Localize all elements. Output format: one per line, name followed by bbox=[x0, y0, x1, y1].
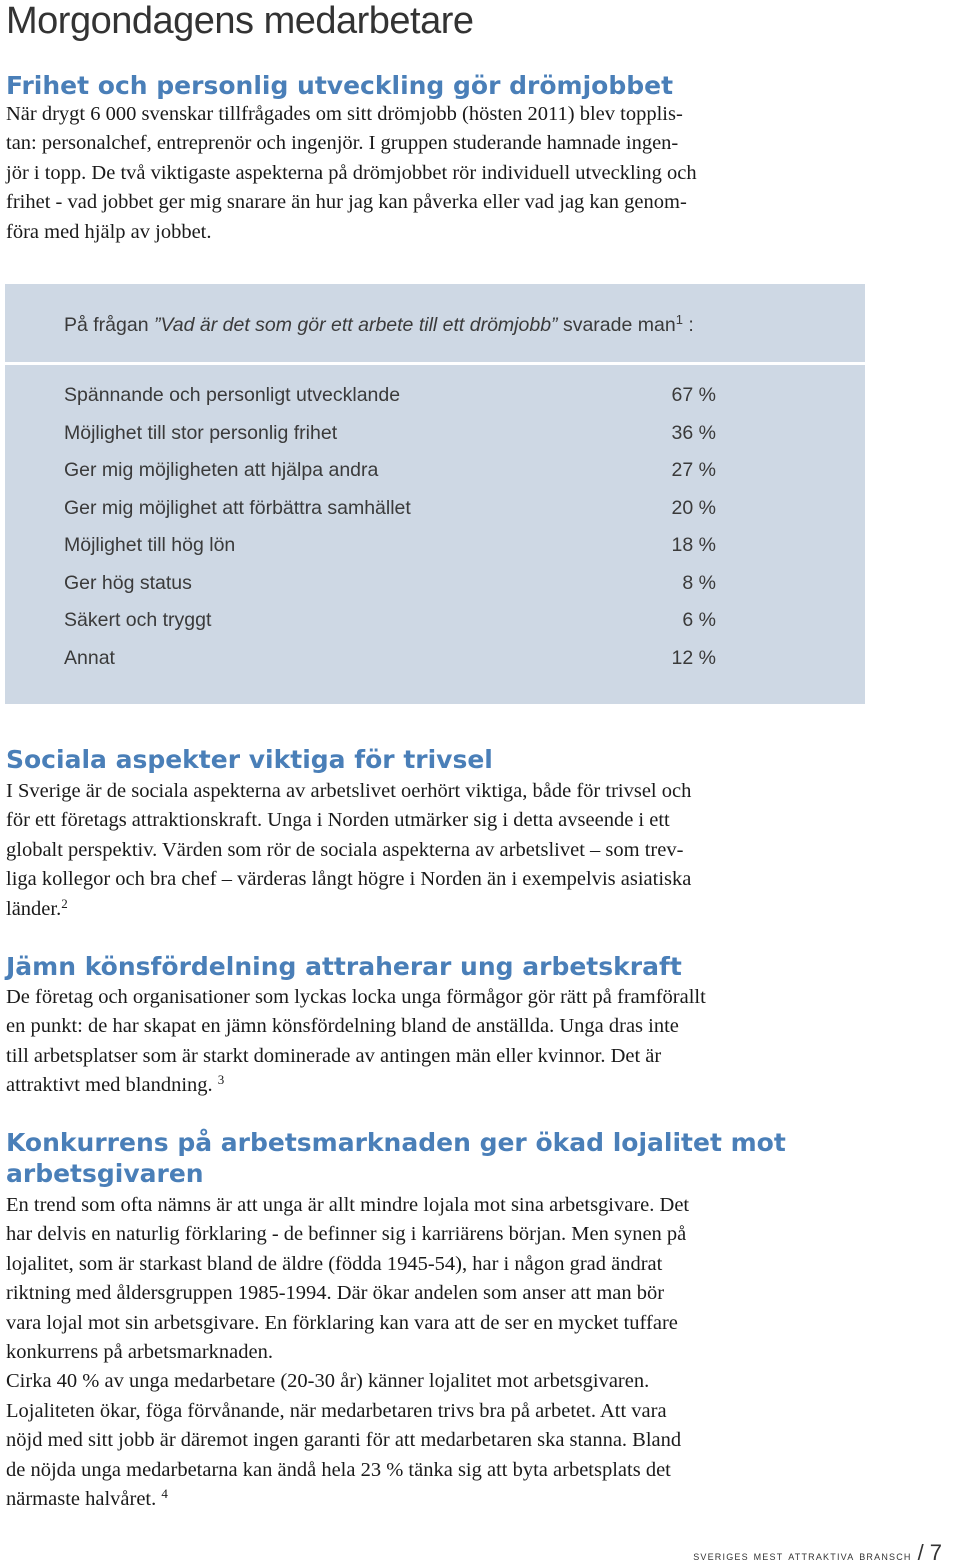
text-line: nöjd med sitt jobb är däremot ingen garanti för att medarbetaren ska stanna. Bland bbox=[6, 1429, 682, 1452]
result-label: Ger mig möjlighet att förbättra samhället bbox=[64, 496, 411, 519]
result-value: 12 % bbox=[671, 646, 716, 669]
page-footer bbox=[693, 1540, 942, 1566]
result-row bbox=[64, 565, 724, 603]
result-value: 27 % bbox=[671, 459, 716, 481]
text-line: konkurrens på arbetsmarknaden. bbox=[6, 1341, 273, 1364]
text-line: liga kollegor och bra chef – värderas långt högre i Norden än i exempelvis asiatiska bbox=[6, 868, 692, 891]
result-label: Möjlighet till stor personlig frihet bbox=[64, 421, 338, 444]
text-line: När drygt 6 000 svenskar tillfrågades om sitt drömjobb (hösten 2011) blev topplis- bbox=[6, 103, 683, 125]
text-line: I Sverige är de sociala aspekterna av arbetslivet oerhört viktiga, både för trivsel och bbox=[6, 780, 692, 802]
result-value: 36 % bbox=[671, 421, 716, 444]
result-row bbox=[64, 490, 724, 528]
text-line: för ett företags attraktionskraft. Unga i Norden utmärker sig i detta avseende i ett bbox=[6, 809, 670, 832]
footnote-marker: 1 bbox=[675, 312, 683, 327]
result-row bbox=[64, 452, 724, 490]
text-line bbox=[6, 1071, 836, 1100]
text-line: riktning med åldersgruppen 1985-1994. Där ökar andelen som anser att man bör bbox=[6, 1282, 665, 1305]
footnote-marker: 4 bbox=[161, 1486, 168, 1502]
text-line: föra med hjälp av jobbet. bbox=[6, 220, 212, 243]
result-row bbox=[64, 527, 724, 565]
text-line: frihet - vad jobbet ger mig snarare än hur jag kan påverka eller vad jag kan genom- bbox=[6, 191, 687, 214]
question-prefix: På frågan bbox=[64, 314, 154, 336]
result-row bbox=[64, 415, 724, 453]
text-line: De företag och organisationer som lyckas locka unga förmågor gör rätt på framförallt bbox=[6, 986, 706, 1008]
panel-divider bbox=[5, 362, 865, 365]
paragraph-jamn bbox=[6, 983, 836, 1101]
text-line: de nöjda unga medarbetarna kan ändå hela 23 % tänka sig att byta arbetsplats det bbox=[6, 1458, 671, 1481]
paragraph-konkurrens bbox=[6, 1191, 836, 1514]
result-label: Ger mig möjligheten att hjälpa andra bbox=[64, 459, 379, 481]
text-line: till arbetsplatser som är starkt dominerade av antingen män eller kvinnor. Det är bbox=[6, 1044, 662, 1067]
text-line bbox=[6, 1485, 836, 1514]
heading-line: Konkurrens på arbetsmarknaden ger ökad lojalitet mot bbox=[6, 1128, 786, 1157]
paragraph-sociala bbox=[6, 777, 836, 924]
text-line: globalt perspektiv. Värden som rör de sociala aspekterna av arbetslivet – som trev- bbox=[6, 838, 684, 861]
question-suffix: svarade man bbox=[557, 314, 676, 336]
text-line-content: länder. bbox=[6, 897, 62, 920]
heading-line: arbetsgivaren bbox=[6, 1159, 204, 1188]
result-value: 18 % bbox=[671, 534, 716, 556]
question-quote: ”Vad är det som gör ett arbete till ett drömjobb” bbox=[153, 314, 558, 336]
text-line: jör i topp. De två viktigaste aspekterna på drömjobbet rör individuell utveckling och bbox=[6, 161, 697, 184]
footnote-marker: 3 bbox=[217, 1072, 225, 1088]
question-colon: : bbox=[682, 314, 694, 336]
result-value: 67 % bbox=[671, 384, 716, 406]
footnote-marker: 2 bbox=[61, 895, 68, 911]
text-line-content: närmaste halvåret. bbox=[6, 1488, 162, 1511]
text-line: lojalitet, som är starkast bland de äldre (födda 1945-54), har i någon grad ändrat bbox=[6, 1252, 663, 1275]
result-row bbox=[64, 640, 724, 678]
page-number: 7 bbox=[929, 1540, 942, 1565]
result-row bbox=[64, 602, 724, 640]
section-heading-jamn: Jämn könsfördelning attraherar ung arbetskraft bbox=[6, 952, 682, 981]
result-value: 8 % bbox=[682, 571, 716, 594]
footer-separator: / bbox=[917, 1540, 924, 1565]
text-line: En trend som ofta nämns är att unga är allt mindre lojala mot sina arbetsgivare. Det bbox=[6, 1194, 690, 1216]
section-heading-sociala: Sociala aspekter viktiga för trivsel bbox=[6, 745, 493, 774]
survey-question bbox=[64, 314, 694, 337]
section-heading-frihet: Frihet och personlig utveckling gör drömjobbet bbox=[6, 71, 674, 100]
text-line: tan: personalchef, entreprenör och ingenjör. I gruppen studerande hamnade ingen- bbox=[6, 132, 679, 155]
text-line: Cirka 40 % av unga medarbetare (20-30 år) känner lojalitet mot arbetsgivaren. bbox=[6, 1370, 650, 1393]
result-label: Annat bbox=[64, 646, 115, 669]
text-line: Lojaliteten ökar, föga förvånande, när medarbetaren trivs bra på arbetet. Att vara bbox=[6, 1399, 667, 1422]
footer-brand: sveriges mest attraktiva bransch bbox=[693, 1548, 912, 1563]
text-line bbox=[6, 895, 836, 924]
result-row bbox=[64, 377, 724, 415]
survey-panel bbox=[5, 284, 865, 704]
paragraph-frihet bbox=[6, 100, 836, 247]
section-heading-konkurrens bbox=[6, 1127, 786, 1189]
text-line: vara lojal mot sin arbetsgivare. En förklaring kan vara att de ser en mycket tuffare bbox=[6, 1311, 678, 1334]
result-label: Säkert och tryggt bbox=[64, 609, 212, 631]
result-value: 6 % bbox=[682, 609, 716, 631]
page-title: Morgondagens medarbetare bbox=[6, 0, 474, 42]
result-label: Ger hög status bbox=[64, 571, 192, 594]
text-line: har delvis en naturlig förklaring - de befinner sig i karriärens början. Men synen på bbox=[6, 1223, 687, 1246]
result-label: Spännande och personligt utvecklande bbox=[64, 384, 401, 406]
result-value: 20 % bbox=[671, 496, 716, 519]
text-line: en punkt: de har skapat en jämn könsfördelning bland de anställda. Unga dras inte bbox=[6, 1015, 679, 1038]
survey-results bbox=[64, 377, 724, 677]
text-line-content: attraktivt med blandning. bbox=[6, 1074, 218, 1097]
result-label: Möjlighet till hög lön bbox=[64, 534, 236, 556]
